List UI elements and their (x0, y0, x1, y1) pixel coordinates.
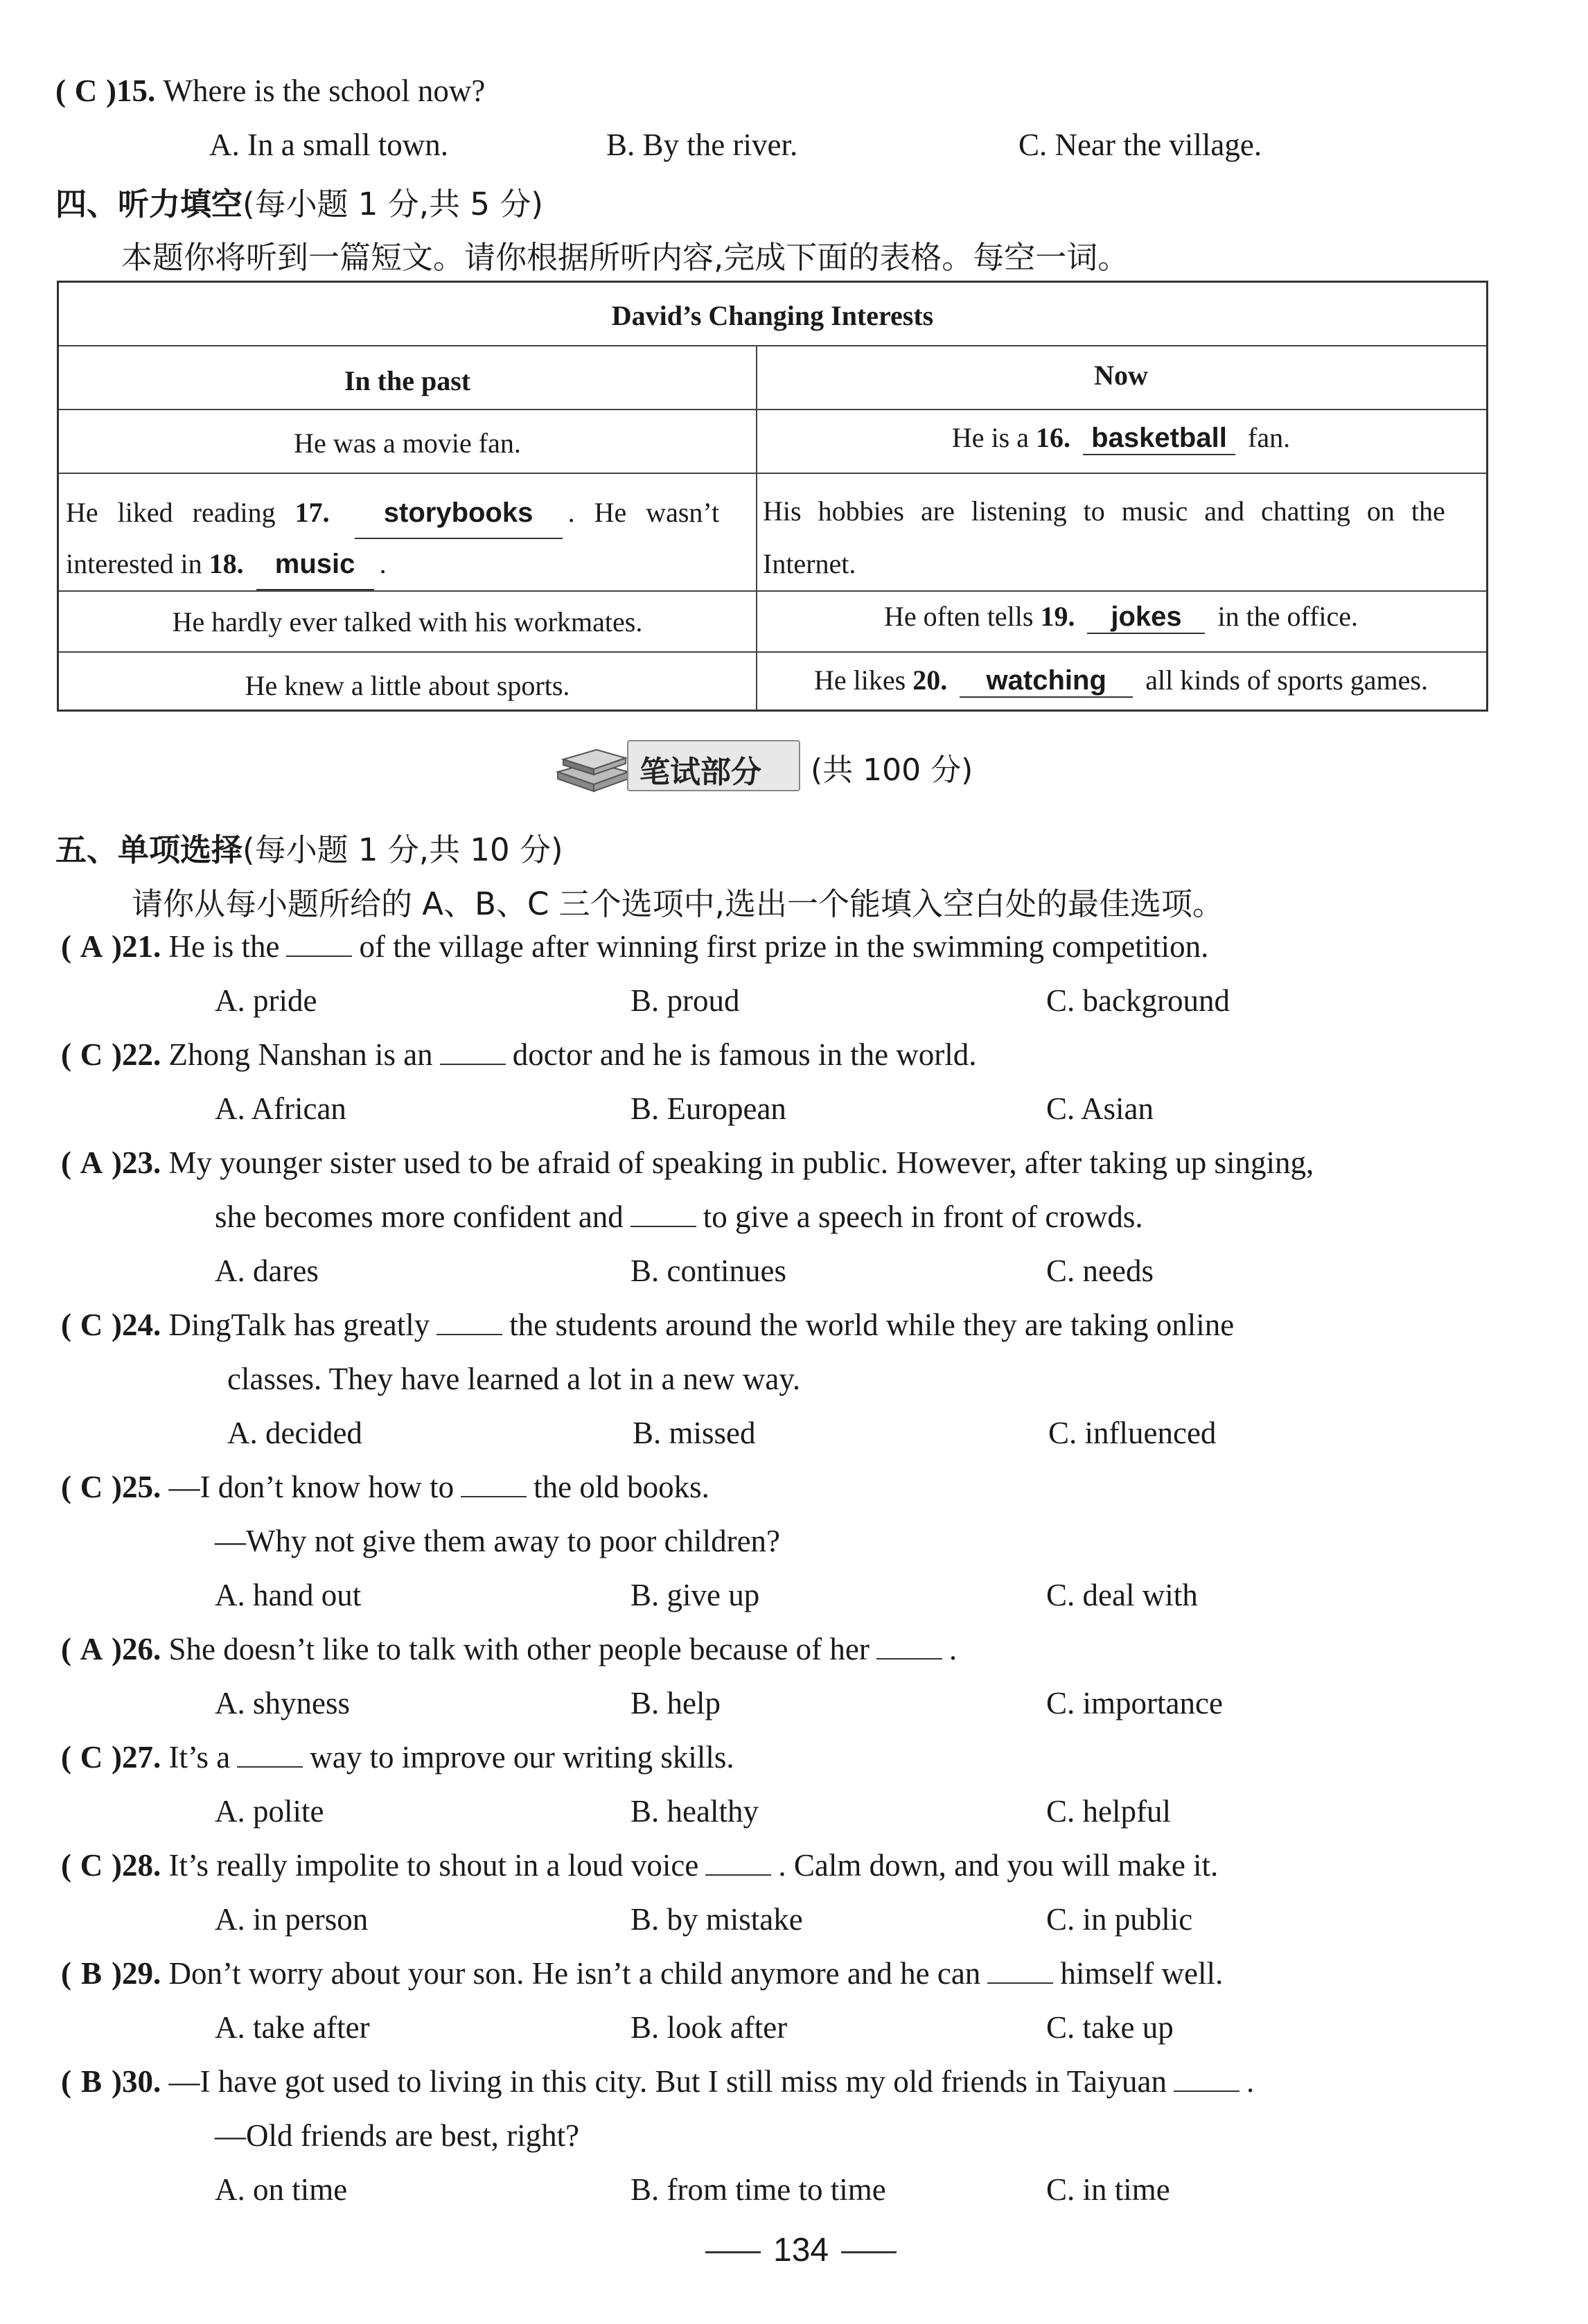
row3-now-post: in the office. (1217, 601, 1359, 632)
stem-post: of the village after winning first prize in the swimming competition. (359, 929, 1209, 964)
option-c: C. influenced (1048, 1416, 1217, 1450)
answer-19: jokes (1087, 601, 1205, 634)
option-a: A. hand out (215, 1578, 362, 1612)
question-number: 30. (122, 2064, 161, 2099)
row1-past: He was a movie fan. (294, 428, 521, 459)
answer-blank (630, 1202, 696, 1227)
question-15 (55, 73, 1510, 170)
stem-pre: —I don’t know how to (168, 1470, 455, 1504)
row1-now-pre: He is a (951, 422, 1029, 453)
section-5-title: 五、单项选择 (55, 831, 243, 868)
row1-now (756, 409, 1486, 473)
question-stem: ( A )21. He is the of the village after winning first prize in the swimming competition. (61, 929, 1209, 964)
option-b: B. give up (630, 1578, 760, 1612)
answer-23: A (80, 1145, 103, 1180)
question-27 (61, 1739, 1530, 1843)
question-28 (61, 1847, 1530, 1951)
option-a: A. on time (215, 2172, 348, 2207)
question-stem-line2: classes. They have learned a lot in a new way. (227, 1362, 801, 1396)
stem-post: to give a speech in front of crowds. (703, 1199, 1143, 1234)
answer-blank (876, 1635, 942, 1660)
option-c: C. background (1046, 983, 1230, 1018)
answer-16: basketball (1083, 423, 1235, 455)
row3-now-pre: He often tells (883, 601, 1034, 632)
stem-post: . (949, 1632, 958, 1666)
question-26 (61, 1631, 1530, 1735)
written-test-badge (551, 736, 807, 795)
stem-post: doctor and he is famous in the world. (512, 1037, 977, 1072)
question-text: Where is the school now? (163, 73, 486, 108)
answer-blank (987, 1959, 1053, 1984)
answer-blank (705, 1851, 771, 1876)
question-30 (61, 2063, 1530, 2223)
stem-pre: DingTalk has greatly (168, 1308, 430, 1342)
row2-past-pre: He liked reading (66, 497, 276, 528)
stem-pre: she becomes more confident and (215, 1199, 624, 1234)
row3-past: He hardly ever talked with his workmates. (172, 606, 643, 637)
question-stem: ( C )25. —I don’t know how to the old books. (61, 1470, 709, 1504)
row1-now-post: fan. (1248, 422, 1291, 453)
question-stem: ( C )28. It’s really impolite to shout in a loud voice . Calm down, and you will make it. (61, 1848, 1219, 1883)
option-c: C. needs (1046, 1253, 1154, 1288)
page-number-text: 134 (773, 2232, 829, 2269)
question-29 (61, 1955, 1530, 2059)
section-5-instruction: 请你从每小题所给的 A、B、C 三个选项中,选出一个能填入空白处的最佳选项。 (132, 886, 1224, 922)
question-number: 22. (122, 1037, 161, 1072)
column-header-past: In the past (344, 365, 471, 396)
question-stem: ( A )23. My younger sister used to be afraid of speaking in public. However, after taking up singing, (61, 1145, 1314, 1180)
section-5-score: (每小题 1 分,共 10 分) (242, 831, 563, 868)
question-22 (61, 1037, 1530, 1141)
question-stem: ( C )22. Zhong Nanshan is an doctor and he is famous in the world. (61, 1037, 977, 1072)
stem-pre: It’s a (168, 1740, 231, 1775)
stem-pre: —I have got used to living in this city. But I still miss my old friends in Taiyuan (168, 2064, 1167, 2099)
question-stem-line2: —Why not give them away to poor children? (215, 1524, 781, 1558)
question-number: 15 (116, 73, 148, 108)
row3-now (756, 590, 1486, 651)
option-a: A. in person (215, 1902, 369, 1937)
row2-past-pre2: interested in (66, 548, 202, 579)
stem-post: himself well. (1060, 1956, 1224, 1991)
row2-past-post2: . (379, 548, 387, 579)
blank-number-18: 18. (209, 548, 244, 579)
answer-blank (1174, 2067, 1239, 2092)
question-number: 27. (122, 1740, 161, 1775)
question-25 (61, 1469, 1530, 1628)
option-a: A. dares (215, 1253, 319, 1288)
written-test-label: 笔试部分 (639, 755, 761, 790)
answer-26: A (80, 1632, 103, 1666)
question-stem: ( C )27. It’s a way to improve our writing skills. (61, 1740, 734, 1775)
option-b: B. help (630, 1686, 721, 1720)
question-number: 23. (122, 1145, 161, 1180)
question-stem: ( C )24. DingTalk has greatly the students around the world while they are taking online (61, 1308, 1235, 1342)
option-c: C. in time (1046, 2172, 1170, 2207)
section-4-score: (每小题 1 分,共 5 分) (242, 186, 543, 222)
option-c: C. take up (1046, 2010, 1174, 2045)
row2-past-mid: . He wasn’t (567, 497, 720, 528)
answer-18: music (256, 539, 374, 590)
option-b: B. missed (633, 1416, 756, 1450)
row2-now-line1: His hobbies are listening to music and chatting on the (763, 495, 1445, 527)
question-number: 28. (122, 1848, 161, 1883)
stem-line1: My younger sister used to be afraid of speaking in public. However, after taking up singing, (168, 1145, 1314, 1180)
answer-blank (286, 932, 352, 957)
row2-now (756, 473, 1486, 590)
question-21 (61, 928, 1530, 1032)
option-b: B. healthy (630, 1794, 759, 1829)
answer-27: C (80, 1740, 103, 1775)
question-24 (61, 1307, 1530, 1466)
option-c: C. in public (1046, 1902, 1193, 1937)
row4-now-pre: He likes (814, 664, 906, 696)
question-number: 24. (122, 1308, 161, 1342)
answer-22: C (80, 1037, 103, 1072)
blank-number-17: 17. (294, 497, 330, 528)
option-b: B. European (630, 1091, 786, 1126)
row2-now-line2: Internet. (763, 548, 856, 579)
question-stem-line2: —Old friends are best, right? (215, 2118, 580, 2153)
option-a: A. pride (215, 983, 317, 1018)
question-23 (61, 1145, 1530, 1304)
option-a: A. shyness (215, 1686, 351, 1720)
section-4-instruction: 本题你将听到一篇短文。请你根据所听内容,完成下面的表格。每空一词。 (121, 239, 1129, 276)
option-a: A. In a small town. (209, 127, 448, 162)
option-b: B. from time to time (630, 2172, 886, 2207)
blank-number-19: 19. (1040, 601, 1075, 632)
question-number: 26. (122, 1632, 161, 1666)
question-number: 21. (122, 929, 161, 964)
question-number: 25. (122, 1470, 161, 1504)
option-b: B. By the river. (606, 127, 798, 162)
option-a: A. polite (215, 1794, 324, 1829)
option-b: B. by mistake (630, 1902, 803, 1937)
question-stem: ( A )26. She doesn’t like to talk with other people because of her . (61, 1632, 958, 1666)
row4-now (756, 651, 1486, 714)
answer-17: storybooks (355, 488, 563, 539)
question-stem: ( B )30. —I have got used to living in this city. But I still miss my old friends in Taiyuan . (61, 2064, 1255, 2099)
option-b: B. proud (630, 983, 740, 1018)
option-a: A. African (215, 1091, 346, 1126)
option-c: C. deal with (1046, 1578, 1198, 1612)
option-c: C. Near the village. (1018, 127, 1262, 162)
row2-past (59, 473, 756, 590)
section-4-heading (55, 179, 543, 224)
answer-28: C (80, 1848, 103, 1883)
answer-30: B (80, 2064, 102, 2099)
option-a: A. take after (215, 2010, 370, 2045)
blank-number-16: 16. (1036, 422, 1070, 453)
answer-21: A (80, 929, 103, 964)
column-header-now: Now (1094, 360, 1148, 391)
answer-24: C (80, 1308, 103, 1342)
dash-left (705, 2251, 761, 2253)
stem-pre: Don’t worry about your son. He isn’t a child anymore and he can (168, 1956, 981, 1991)
stem-pre: He is the (168, 929, 280, 964)
listening-table (57, 281, 1488, 712)
section-5-heading (55, 825, 563, 870)
written-test-score: (共 100 分) (811, 752, 973, 788)
question-stem-line2 (215, 1199, 1143, 1235)
answer-15: C (74, 73, 98, 108)
stem-pre: She doesn’t like to talk with other people because of her (168, 1632, 870, 1666)
stem-post: the old books. (533, 1470, 709, 1504)
section-4-title: 四、听力填空 (55, 186, 243, 222)
answer-blank (440, 1040, 506, 1065)
row4-now-post: all kinds of sports games. (1145, 664, 1428, 696)
option-b: B. look after (630, 2010, 788, 2045)
question-number: 29. (122, 1956, 161, 1991)
blank-number-20: 20. (912, 664, 948, 696)
dash-right (841, 2251, 897, 2253)
question-stem: ( B )29. Don’t worry about your son. He isn’t a child anymore and he can himself well. (61, 1956, 1224, 1991)
option-c: C. importance (1046, 1686, 1223, 1720)
answer-29: B (80, 1956, 102, 1991)
answer-blank (461, 1472, 527, 1497)
stem-post: way to improve our writing skills. (310, 1740, 734, 1775)
answer-20: watching (960, 665, 1133, 698)
stem-pre: Zhong Nanshan is an (168, 1037, 433, 1072)
option-c: C. helpful (1046, 1794, 1171, 1829)
answer-blank (436, 1310, 502, 1335)
stem-post: . (1246, 2064, 1255, 2099)
option-b: B. continues (630, 1253, 786, 1288)
question-15-stem: ( C )15. Where is the school now? (55, 73, 486, 108)
row4-past: He knew a little about sports. (245, 670, 570, 701)
table-title: David’s Changing Interests (611, 300, 934, 331)
page-number (693, 2231, 909, 2269)
option-c: C. Asian (1046, 1091, 1154, 1126)
answer-25: C (80, 1470, 103, 1504)
answer-blank (237, 1743, 303, 1768)
stem-post: the students around the world while they are taking online (509, 1308, 1235, 1342)
stem-post: . Calm down, and you will make it. (778, 1848, 1219, 1883)
option-a: A. decided (227, 1416, 362, 1450)
books-icon (551, 736, 634, 795)
stem-pre: It’s really impolite to shout in a loud voice (168, 1848, 699, 1883)
